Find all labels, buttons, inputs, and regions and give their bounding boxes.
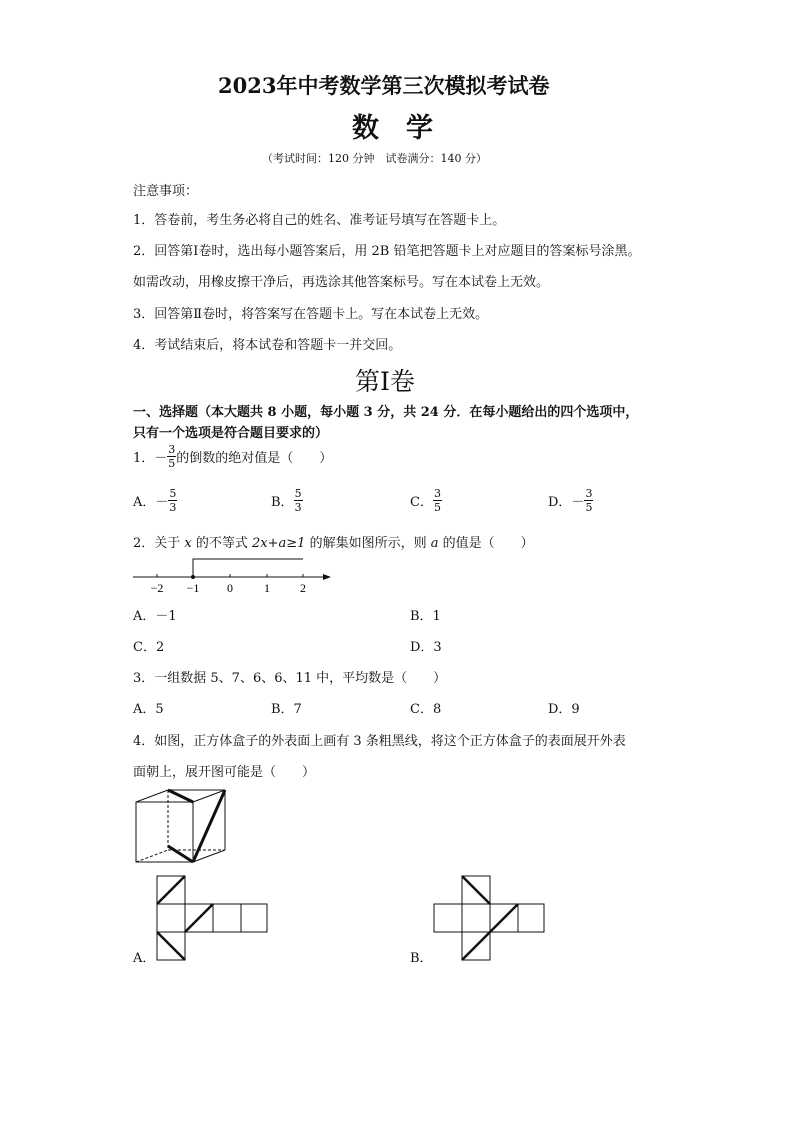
section-instructions-line1: 一、选择题（本大题共 8 小题，每小题 3 分，共 24 分．在每小题给出的四个选项中， — [133, 405, 639, 420]
q1-option-c-fraction — [433, 488, 442, 513]
exam-title: 2023年中考数学第三次模拟考试卷 — [218, 73, 550, 98]
tick-label: −2 — [150, 581, 164, 595]
q1-option-a-num: 5 — [169, 487, 177, 500]
thick-line-front — [168, 846, 193, 862]
q2-inequality: 2x+a≥1 — [252, 536, 306, 551]
exam-info: （考试时间：120 分钟 试卷满分：140 分） — [262, 152, 487, 165]
tick-label: −1 — [186, 581, 200, 595]
q2-mid: 的不等式 — [191, 536, 253, 551]
question-4-line1: 4．如图，正方体盒子的外表面上画有 3 条粗黑线，将这个正方体盒子的表面展开外表 — [133, 734, 626, 749]
q1-option-c-den: 5 — [433, 501, 441, 514]
q1-option-b-num: 5 — [294, 487, 302, 500]
q4-option-a[interactable]: A． — [133, 951, 156, 966]
q3-option-a[interactable]: A．5 — [133, 702, 164, 717]
section-title: 第Ⅰ卷 — [355, 367, 415, 396]
number-line-arrow — [323, 574, 331, 580]
question-4-line2: 面朝上，展开图可能是（ ） — [133, 765, 316, 780]
q1-prefix: 1．－ — [133, 451, 168, 466]
q3-option-c[interactable]: C．8 — [410, 702, 442, 717]
q2-var-x: x — [184, 536, 192, 551]
cube-figure — [134, 788, 234, 868]
thick-line-right — [193, 790, 225, 862]
q1-option-a-fraction — [168, 488, 177, 513]
subject-title: 数 学 — [352, 113, 433, 144]
q2-mid2: 的解集如图所示，则 — [305, 536, 431, 551]
note-item: 1．答卷前，考生务必将自己的姓名、准考证号填写在答题卡上。 — [133, 213, 506, 228]
q1-suffix: 的倒数的绝对值是（ ） — [176, 451, 333, 466]
q2-suffix: 的值是（ ） — [438, 536, 534, 551]
q1-frac-num: 3 — [168, 443, 176, 456]
q3-option-b[interactable]: B．7 — [271, 702, 302, 717]
solution-endpoint — [191, 575, 195, 579]
q1-option-b-fraction — [294, 488, 303, 513]
q1-fraction — [167, 444, 176, 469]
q1-frac-den: 5 — [168, 457, 176, 470]
q2-option-a[interactable]: A．－1 — [133, 609, 177, 624]
q2-var-a: a — [430, 536, 439, 551]
section-instructions — [133, 401, 638, 420]
tick-label: 1 — [264, 581, 270, 595]
note-item: 如需改动，用橡皮擦干净后，再选涂其他答案标号。写在本试卷上无效。 — [133, 275, 550, 290]
q1-option-d-num: 3 — [585, 487, 593, 500]
q1-option-a-label: A．－ — [133, 495, 169, 510]
q1-option-d[interactable] — [548, 488, 593, 513]
q1-option-b-label: B． — [271, 495, 294, 510]
q4-option-b[interactable]: B． — [410, 951, 433, 966]
note-item: 3．回答第Ⅱ卷时，将答案写在答题卡上。写在本试卷上无效。 — [133, 307, 489, 322]
q2-option-d[interactable]: D．3 — [410, 640, 442, 655]
net-b-figure — [432, 874, 547, 964]
q2-option-b[interactable]: B．1 — [410, 609, 441, 624]
question-1 — [133, 444, 332, 469]
tick-label: 0 — [227, 581, 233, 595]
q1-option-b-den: 3 — [294, 501, 302, 514]
tick-label: 2 — [300, 581, 306, 595]
q1-option-d-fraction — [584, 488, 593, 513]
q1-option-c-num: 3 — [433, 487, 441, 500]
note-item: 4．考试结束后，将本试卷和答题卡一并交回。 — [133, 338, 402, 353]
solution-bracket — [193, 559, 303, 577]
q1-option-d-label: D．－ — [548, 495, 585, 510]
q1-option-c-label: C． — [410, 495, 433, 510]
q2-number-line — [128, 556, 338, 596]
q1-option-b[interactable] — [271, 488, 303, 513]
q2-prefix: 2．关于 — [133, 536, 185, 551]
q3-option-d[interactable]: D．9 — [548, 702, 580, 717]
q1-option-a-den: 3 — [169, 501, 177, 514]
question-2 — [133, 532, 534, 551]
net-a-figure — [155, 874, 270, 964]
thick-line-top — [168, 790, 193, 802]
q1-option-a[interactable] — [133, 488, 177, 513]
section-instructions-cont: 只有一个选项是符合题目要求的） — [133, 426, 329, 441]
note-item: 2．回答第Ⅰ卷时，选出每小题答案后，用 2B 铅笔把答题卡上对应题目的答案标号涂黑。 — [133, 244, 641, 259]
notes-heading: 注意事项： — [133, 184, 199, 199]
q2-option-c[interactable]: C．2 — [133, 640, 165, 655]
q1-option-c[interactable] — [410, 488, 442, 513]
q1-option-d-den: 5 — [585, 501, 593, 514]
question-3: 3．一组数据 5、7、6、6、11 中，平均数是（ ） — [133, 671, 447, 686]
